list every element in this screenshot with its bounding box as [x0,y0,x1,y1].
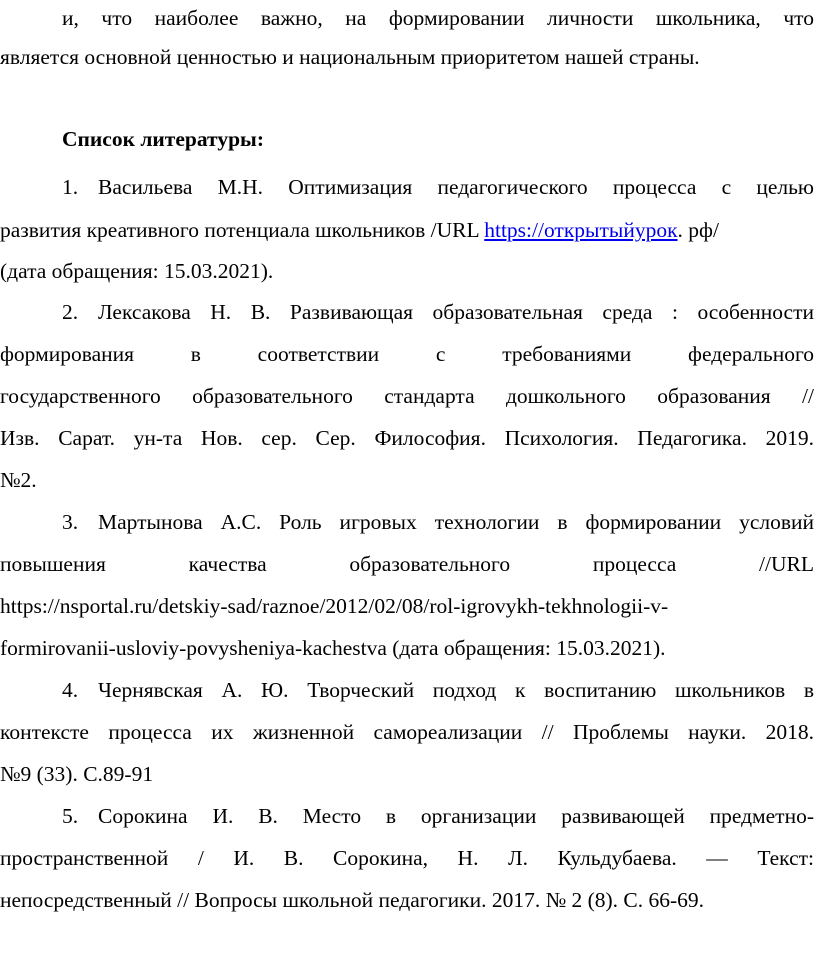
reference-item-3-line-2: повышения качества образовательного процесса //URL [0,552,814,576]
reference-item-3-line-1 [62,508,814,536]
reference-item-3-line-3: https://nsportal.ru/detskiy-sad/raznoe/2012/02/08/rol-igrovykh-tekhnologii-v- [0,594,669,618]
reference-text: . рф/ [677,218,719,242]
reference-item-4-line-2: контексте процесса их жизненной самореализации // Проблемы науки. 2018. [0,720,814,744]
reference-number: 2. [62,300,79,324]
reference-item-1-line-1 [62,173,814,201]
reference-item-3-line-4: formirovanii-usloviy-povysheniya-kachestva (дата обращения: 15.03.2021). [0,636,666,660]
reference-number: 5. [62,804,79,828]
references-heading: Список литературы: [62,127,264,151]
reference-item-1-line-2 [0,216,814,244]
intro-line-1: и, что наиболее важно, на формировании личности школьника, что [62,6,814,30]
reference-item-2-line-2: формирования в соответствии с требованиями федерального [0,342,814,366]
reference-item-2-line-4: Изв. Сарат. ун-та Нов. сер. Сер. Философия. Психология. Педагогика. 2019. [0,426,814,450]
reference-number: 4. [62,678,79,702]
reference-item-2-line-5: №2. [0,468,37,492]
reference-item-2-line-3: государственного образовательного стандарта дошкольного образования // [0,384,814,408]
reference-link[interactable]: https://открытыйурок [484,218,678,242]
reference-item-2-line-1 [62,298,814,326]
reference-number: 1. [62,175,79,199]
reference-text: Чернявская А. Ю. Творческий подход к воспитанию школьников в [98,678,814,702]
reference-number: 3. [62,510,79,534]
reference-text: Васильева М.Н. Оптимизация педагогического процесса с целью [98,175,814,199]
reference-item-4-line-1 [62,676,814,704]
intro-line-2: является основной ценностью и национальным приоритетом нашей страны. [0,45,700,69]
reference-item-5-line-1 [62,802,814,830]
reference-item-5-line-3: непосредственный // Вопросы школьной педагогики. 2017. № 2 (8). С. 66-69. [0,888,705,912]
reference-text: Лексакова Н. В. Развивающая образовательная среда : особенности [98,300,814,324]
reference-item-4-line-3: №9 (33). С.89-91 [0,762,154,786]
reference-text: Сорокина И. В. Место в организации развивающей предметно- [98,804,814,828]
reference-text: Мартынова А.С. Роль игровых технологии в формировании условий [98,510,814,534]
reference-item-1-line-3: (дата обращения: 15.03.2021). [0,259,274,283]
reference-text: развития креативного потенциала школьников /URL [0,218,485,242]
reference-item-5-line-2: пространственной / И. В. Сорокина, Н. Л. Кульдубаева. — Текст: [0,846,814,870]
